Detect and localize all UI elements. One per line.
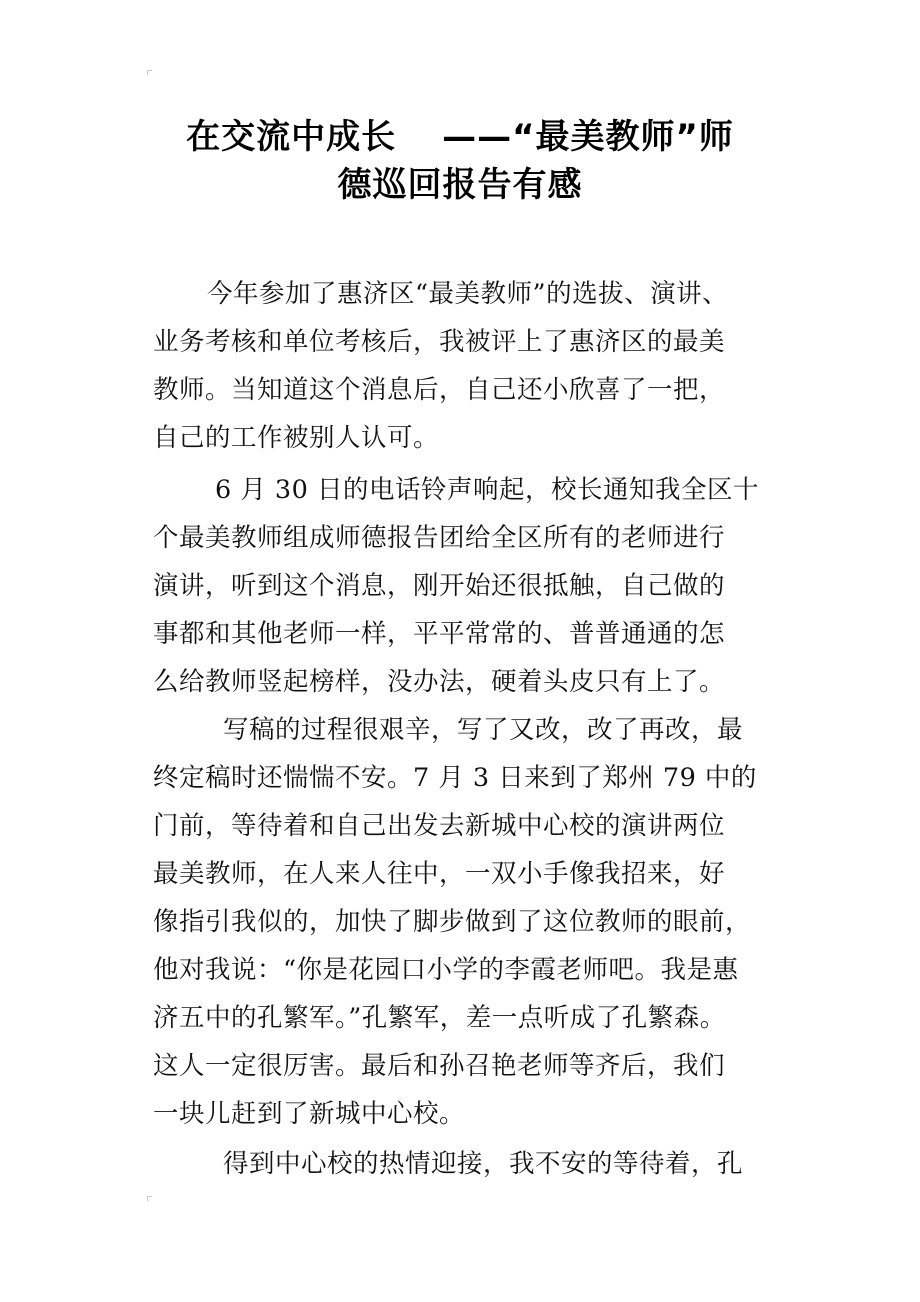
- paragraph-2: [153, 466, 773, 706]
- title-subtitle-start: ——“最美教师”师: [442, 117, 734, 157]
- paragraph-line: 他对我说：“你是花园口小学的李霞老师吧。我是惠: [153, 955, 739, 985]
- paragraph-line: 今年参加了惠济区“最美教师”的选拔、演讲、: [207, 279, 729, 309]
- paragraph-line: 么给教师竖起榜样，没办法，硬着头皮只有上了。: [153, 667, 726, 697]
- paragraph-line: 个最美教师组成师德报告团给全区所有的老师进行: [153, 523, 726, 553]
- document-title-line-2: 德巡回报告有感: [337, 165, 583, 205]
- page-corner-mark-bottom: [147, 1196, 152, 1201]
- paragraph-line: 教师。当知道这个消息后，自己还小欣喜了一把，: [153, 375, 726, 405]
- paragraph-line: 这人一定很厉害。最后和孙召艳老师等齐后，我们: [153, 1051, 726, 1081]
- paragraph-line: 济五中的孔繁军。”孔繁军，差一点听成了孔繁森。: [153, 1003, 726, 1033]
- paragraph-line: 得到中心校的热情迎接，我不安的等待着，孔: [223, 1149, 744, 1179]
- paragraph-1: [153, 270, 773, 462]
- paragraph-line: 事都和其他老师一样，平平常常的、普普通通的怎: [153, 619, 726, 649]
- page-corner-mark-top: [147, 70, 152, 75]
- title-main: 在交流中成长: [186, 117, 397, 157]
- paragraph-line: 自己的工作被别人认可。: [153, 423, 440, 453]
- paragraph-line: 业务考核和单位考核后，我被评上了惠济区的最美: [153, 327, 726, 357]
- paragraph-line: 演讲，听到这个消息，刚开始还很抵触，自己做的: [153, 571, 726, 601]
- paragraph-line: 写稿的过程很艰辛，写了又改，改了再改，最: [223, 715, 744, 745]
- paragraph-line: 最美教师，在人来人往中，一双小手像我招来，好: [153, 859, 726, 889]
- paragraph-4: [153, 1140, 773, 1188]
- paragraph-line: 6 月 30 日的电话铃声响起，校长通知我全区十: [215, 475, 759, 505]
- paragraph-3: [153, 706, 773, 1138]
- paragraph-line: 门前，等待着和自己出发去新城中心校的演讲两位: [153, 811, 726, 841]
- document-title-line-1: [0, 114, 920, 160]
- paragraph-line: 一块儿赶到了新城中心校。: [153, 1099, 466, 1129]
- paragraph-line: 像指引我似的，加快了脚步做到了这位教师的眼前，: [153, 907, 752, 937]
- paragraph-line: 终定稿时还惴惴不安。7 月 3 日来到了郑州 79 中的: [153, 763, 757, 793]
